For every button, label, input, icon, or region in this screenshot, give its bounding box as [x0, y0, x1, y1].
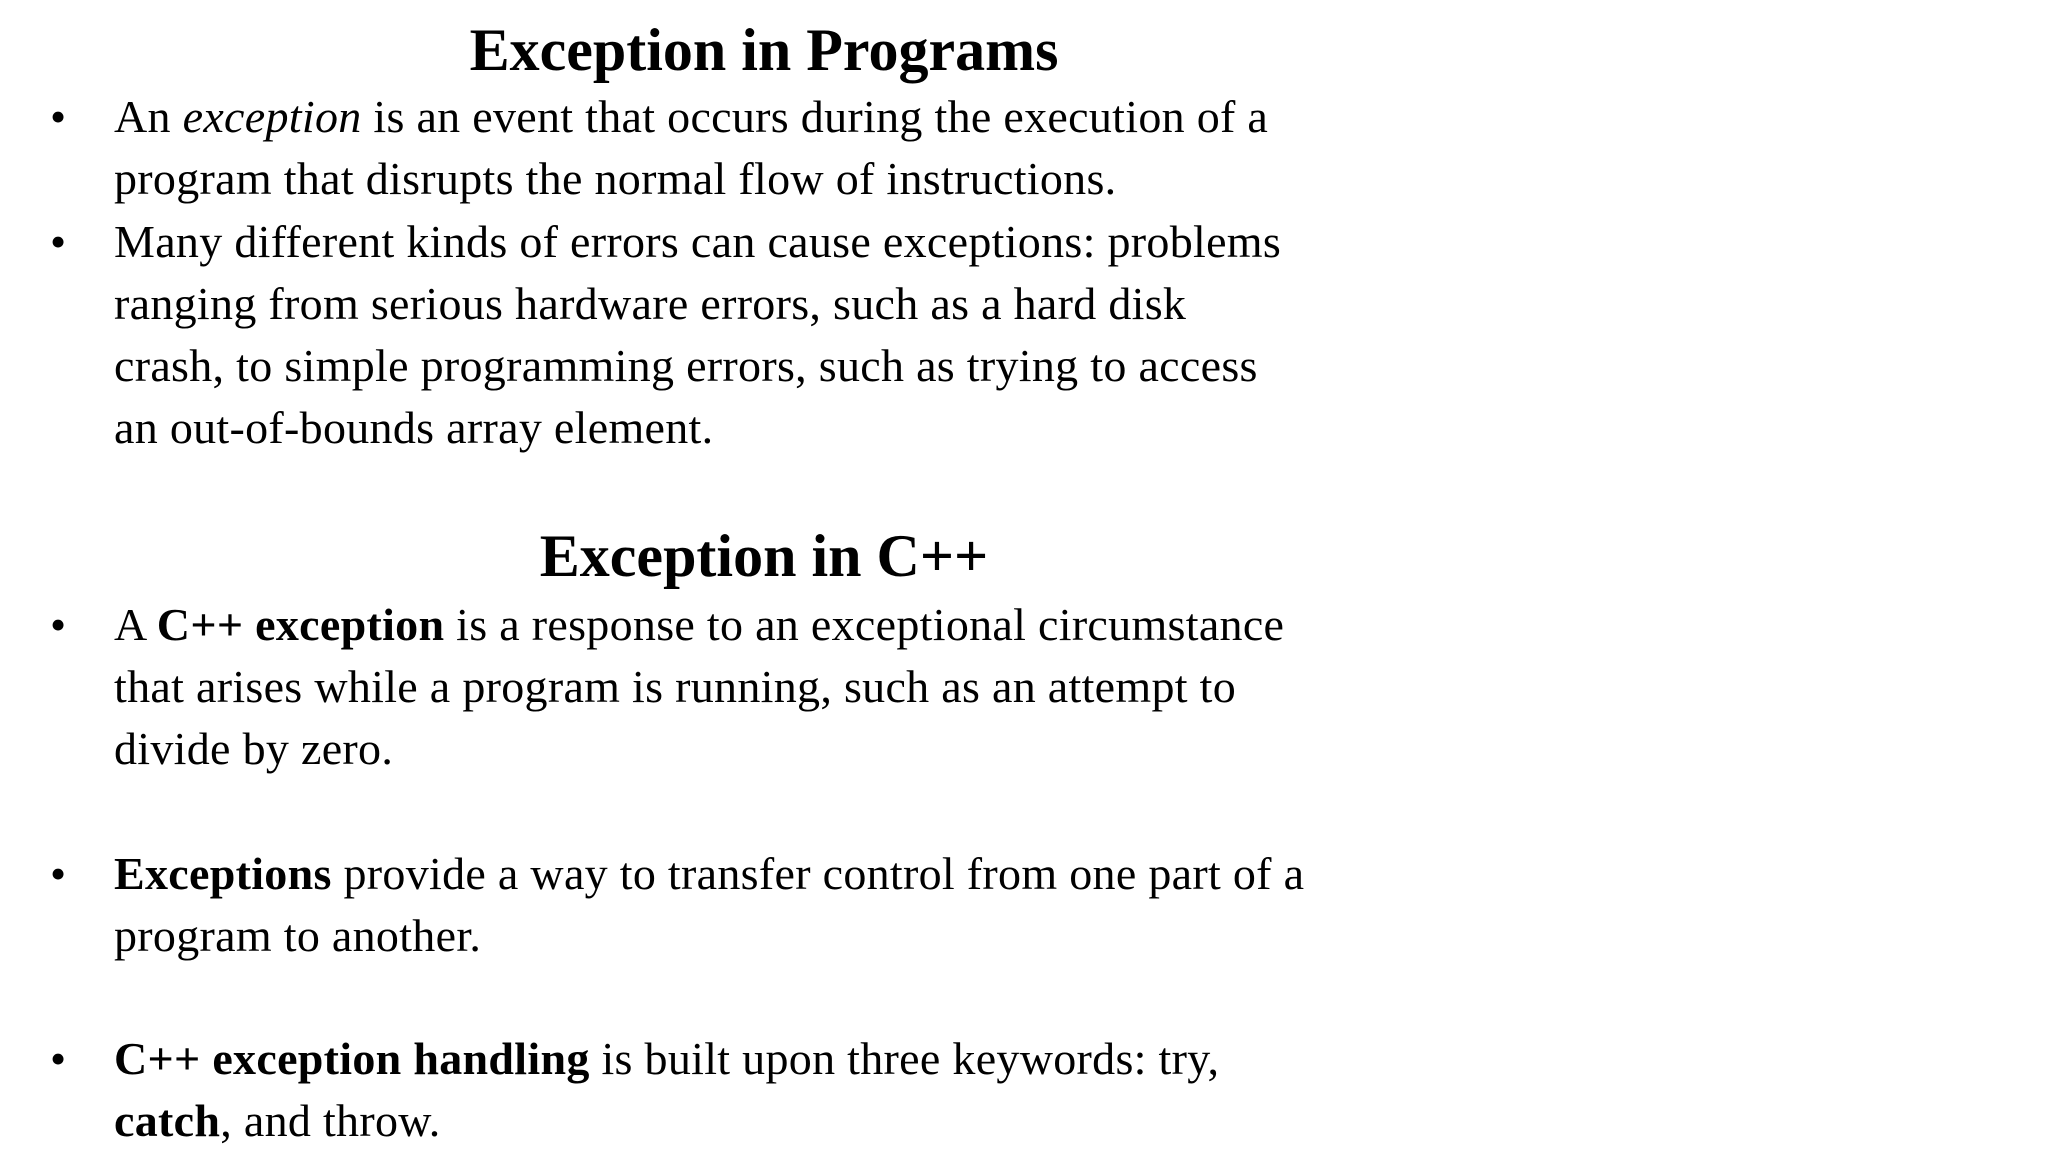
strong-exception-handling: C++ exception handling — [114, 1033, 590, 1084]
text-line: catch, and throw. — [114, 1095, 441, 1146]
text-line: program to another. — [114, 910, 482, 961]
bullet-text — [114, 86, 1514, 210]
bullet-text — [114, 211, 1514, 459]
heading-exception-in-programs: Exception in Programs — [469, 17, 1059, 83]
bullet-text — [114, 843, 1514, 967]
text-line: Many different kinds of errors can cause exceptions: problems — [114, 216, 1282, 267]
bullet-dot: • — [50, 91, 67, 142]
strong-cpp-exception: C++ exception — [156, 599, 445, 650]
bullet-dot: • — [50, 848, 67, 899]
bullet-dot: • — [50, 1033, 67, 1084]
bullet-text — [114, 1028, 1514, 1152]
strong-catch: catch — [114, 1095, 221, 1146]
text-line: crash, to simple programming errors, such as trying to access — [114, 340, 1258, 391]
text-line: ranging from serious hardware errors, such as a hard disk — [114, 278, 1187, 329]
text-line: program that disrupts the normal flow of instructions. — [114, 153, 1117, 204]
heading-exception-in-cpp: Exception in C++ — [539, 523, 989, 589]
bullet-dot: • — [50, 216, 67, 267]
bullet-dot: • — [50, 599, 67, 650]
text-line: an out-of-bounds array element. — [114, 402, 714, 453]
text-line: C++ exception handling is built upon three keywords: try, — [114, 1033, 1220, 1084]
emphasis-exception: exception — [182, 91, 362, 142]
strong-exceptions: Exceptions — [114, 848, 332, 899]
text-line: A C++ exception is a response to an exceptional circumstance — [114, 599, 1285, 650]
bullet-text — [114, 594, 1514, 780]
text-line: An exception is an event that occurs during the execution of a — [114, 91, 1269, 142]
text-line: Exceptions provide a way to transfer control from one part of a — [114, 848, 1305, 899]
text-line: that arises while a program is running, such as an attempt to — [114, 661, 1237, 712]
text-line: divide by zero. — [114, 723, 394, 774]
